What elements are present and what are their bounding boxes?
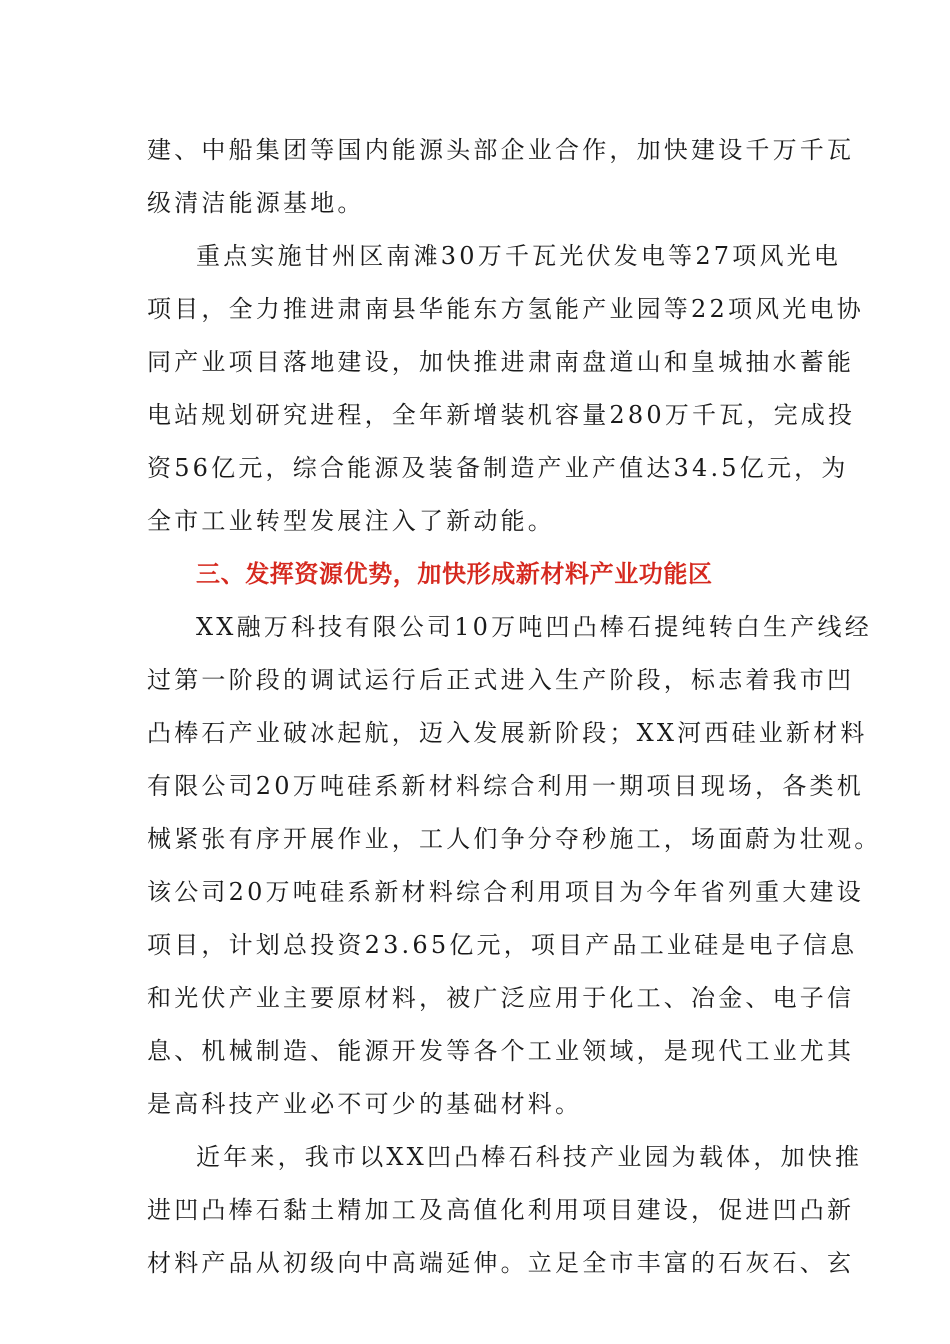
body-text-line: 和光伏产业主要原材料，被广泛应用于化工、冶金、电子信 (147, 984, 855, 1012)
body-text-line: 全市工业转型发展注入了新动能。 (147, 507, 555, 535)
body-text-line: 过第一阶段的调试运行后正式进入生产阶段，标志着我市凹 (147, 666, 855, 694)
body-text-line: 级清洁能源基地。 (147, 189, 365, 217)
body-text-line: 近年来，我市以XX凹凸棒石科技产业园为载体，加快推 (196, 1143, 863, 1171)
body-text-line: 有限公司20万吨硅系新材料综合利用一期项目现场，各类机 (147, 772, 864, 800)
body-text-line: 械紧张有序开展作业，工人们争分夺秒施工，场面蔚为壮观。 (147, 825, 882, 853)
body-text-line: 项目，全力推进肃南县华能东方氢能产业园等22项风光电协 (147, 295, 864, 323)
body-text-line: 该公司20万吨硅系新材料综合利用项目为今年省列重大建设 (147, 878, 864, 906)
body-text-line: 凸棒石产业破冰起航，迈入发展新阶段；XX河西硅业新材料 (147, 719, 868, 747)
section-heading: 三、发挥资源优势，加快形成新材料产业功能区 (196, 560, 713, 588)
body-text-line: 建、中船集团等国内能源头部企业合作，加快建设千万千瓦 (147, 136, 855, 164)
body-text-line: 材料产品从初级向中高端延伸。立足全市丰富的石灰石、玄 (147, 1249, 855, 1277)
body-text-line: 电站规划研究进程，全年新增装机容量280万千瓦，完成投 (147, 401, 856, 429)
body-text-line: XX融万科技有限公司10万吨凹凸棒石提纯转白生产线经 (196, 613, 872, 641)
body-text-line: 同产业项目落地建设，加快推进肃南盘道山和皇城抽水蓄能 (147, 348, 855, 376)
body-text-line: 资56亿元，综合能源及装备制造产业产值达34.5亿元，为 (147, 454, 849, 482)
body-text-line: 重点实施甘州区南滩30万千瓦光伏发电等27项风光电 (196, 242, 842, 270)
body-text-line: 项目，计划总投资23.65亿元，项目产品工业硅是电子信息 (147, 931, 858, 959)
body-text-line: 息、机械制造、能源开发等各个工业领域，是现代工业尤其 (147, 1037, 855, 1065)
body-text-line: 是高科技产业必不可少的基础材料。 (147, 1090, 583, 1118)
body-text-line: 进凹凸棒石黏土精加工及高值化利用项目建设，促进凹凸新 (147, 1196, 855, 1224)
